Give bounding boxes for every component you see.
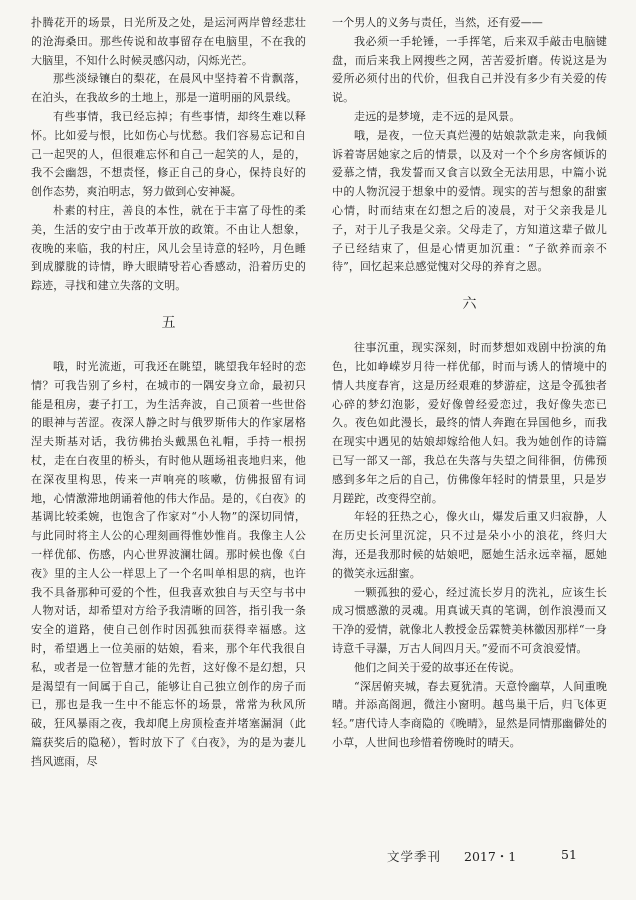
paragraph: 他们之间关于爱的故事还在传说。 xyxy=(354,660,521,674)
paragraph: 朴素的村庄，善良的本性，就在于丰富了母性的柔美，生活的安宁由于改革开放的政策。不由让人想象，夜晚的来临，我的村庄，风儿会呈诗意的轻吟，月色睡到成朦胧的诗情，睁大眼睛땅若心香感动，沿着历史的踪迹，寻找和建立失落的文明。 xyxy=(31,203,306,293)
paragraph: 一颗孤独的爱心，经过流长岁月的洗礼，应该生长成习惯感激的灵魂。用真诚天真的笔调，创作浪漫而又干净的爱情，就像北人教授金岳霖赞美林徽因那样“一身诗意千寻瀑，万古人间四月天。”爱而不可贪浪爱情。 xyxy=(332,585,607,655)
paragraph: 那些淡绿镶白的梨花，在晨风中坚持着不肯飘落，在泊头，在我故乡的土地上，那是一道明丽的风景线。 xyxy=(31,72,306,105)
paragraph: 走远的是梦境，走不远的是风景。 xyxy=(354,109,521,123)
paragraph: 哦，是夜，一位天真烂漫的姑娘款款走来，向我倾诉着寄居她家之后的情景，以及对一个个乡房客倾诉的爱慕之情，我发誓而又食言以致全无法用思，中篇小说中的人物沉浸于想象中的爱情。现实的苦与想象的甜蜜心情，时而结束在幻想之后的凌晨，对于父亲我是儿子，对于儿子我是父亲。父母走了，方知道这辈子做儿子已经结束了，但是心情更加沉重：“子欲养而亲不待”，回忆起来总感觉愧对父母的养育之恩。 xyxy=(332,128,607,274)
journal-name: 文学季刊 xyxy=(387,849,442,864)
paragraph: 往事沉重，现实深刻，时而梦想如戏剧中扮演的角色，比如峥嵘岁月待一样优郁，时而与诱人的情境中的情人共度春宵，这是历经艰难的梦游症，这是令孤独者心碎的梦幻泡影，爱好像曾经爱恋过，我好像失恋已久。夜色如此漫长，最终的情人奔跑在异国他乡，而我在现实中遇见的姑娘却嫁给他人妇。我为她创作的诗篇已写一部又一部，我总在失落与失望之间徘徊，仿佛预感到多年之后的自己，仿佛像年轻时的情景里，只是岁月蹉跎，改变得空前。 xyxy=(332,341,607,505)
right-column xyxy=(332,14,607,753)
section-heading-five: 五 xyxy=(161,314,176,331)
page-footer xyxy=(0,845,636,869)
paragraph: “深居俯夹城，春去夏犹清。天意怜幽草，人间重晚晴。并添高阁迥，微注小窗明。越鸟巢干后，归飞体更轻。”唐代诗人李商隐的《晚晴》，显然是同情那幽僻处的小草，人世间也珍惜着傍晚时的晴天。 xyxy=(332,679,607,749)
left-column xyxy=(31,14,306,771)
issue-number: 2017・1 xyxy=(464,849,517,864)
section-heading-six: 六 xyxy=(462,296,477,313)
paragraph: 年轻的狂热之心，像火山，爆发后重又归寂静，人在历史长河里沉淀，只不过是朵小小的浪花，终归大海，还是我那时候的姑娘吧，愿她生活永远幸福，愿她的微笑永远甜蜜。 xyxy=(332,510,607,580)
paragraph: 哦，时光流逝，可我还在眺望，眺望我年轻时的恋情？可我告别了乡村，在城市的一隅安身立命，最初只能是租房，妻子打工，为生活奔波，自己顶着一些世俗的眼神与苦涩。夜深人静之时与俄罗斯伟大的作家屠格涅夫斯基对话，我彷佛抬头戴黑色礼帽，手持一根拐杖，走在白夜里的桥头，有时他从题场祖丧地归来，他在深夜里构思，传来一声响亮的咳嗽，仿佛报留有词地，心情激滞地朗诵着他的伟大作品。是的，《白夜》的基调比较柔婉，也饱含了作家对“小人物”的深切同情，与此同时将主人公的心理刻画得惟妙惟肖。我像主人公一样优郁、伤感，内心世界波澜壮阔。那时候也像《白夜》里的主人公一样思上了一个名叫单相思的病，也许我不具备那种可爱的个性，但我喜欢独自与天空与书中人物对话，却希望对方给予我清晰的回答，指引我一条安全的道路，使自己创作时因孤独而获得幸福感。这时，希望遇上一位美丽的姑娘，看来，那个年代我很自私，或者是一位智慧才能的先哲，这好像不是幻想，只是渴望有一间属于自己，能够让自己独立创作的房子而已，那也是我一生中不能忘怀的场景，常常为秋风所破，狂风暴雨之夜，我却爬上房顶检查并堵塞漏洞（此篇获奖后的隐秘），暂时放下了《白夜》，为的是为妻儿挡风遮雨，尽 xyxy=(31,359,306,768)
paragraph: 有些事情，我已经忘掉；有些事情，却终生难以释怀。比如爱与恨，比如伤心与忧愁。我们容易忘记和自己一起哭的人，但很难忘怀和自己一起笑的人，是的，我不会幽怨，不想责怪，修正自己的身心，保持良好的创作态势，爽泊明志，努力做到心安神凝。 xyxy=(31,109,306,199)
page-number: 51 xyxy=(561,847,577,862)
paragraph: 一个男人的义务与责任，当然，还有爱—— xyxy=(332,16,543,29)
paragraph: 扑腾花开的场景，日光所及之处，是运河两岸曾经悲壮的沧海桑田。那些传说和故事留存在电脑里，不在我的大脑里，不知什么时候灵感闪动，闪烁光芒。 xyxy=(31,16,306,67)
paragraph: 我必须一手轮锤，一手挥笔，后来双手敲击电脑键盘，而后来我上网搜些之网，苦苦爱折磨。传说这是为爱所必须付出的代价，但我自己并没有多少有关爱的传说。 xyxy=(332,34,607,105)
